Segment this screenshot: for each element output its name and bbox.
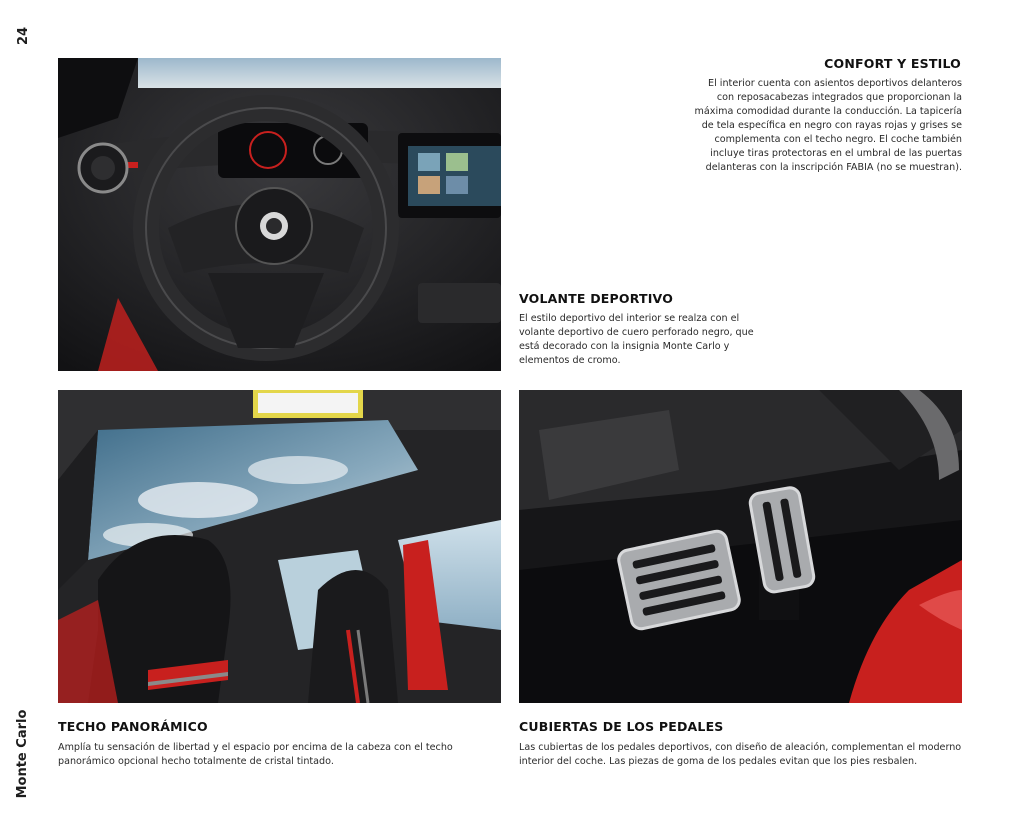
techo-description: Amplía tu sensación de libertad y el espacio por encima de la cabeza con el techo panorámico opcional hecho totalmente de cristal tintado. <box>58 742 453 767</box>
techo-title: TECHO PANORÁMICO <box>58 719 208 734</box>
steering-wheel-photo <box>58 58 501 371</box>
page-number: 24 <box>16 26 31 46</box>
pedals-photo <box>519 390 962 703</box>
pedales-title: CUBIERTAS DE LOS PEDALES <box>519 719 724 734</box>
volante-title: VOLANTE DEPORTIVO <box>519 291 674 306</box>
panoramic-roof-photo <box>58 390 501 703</box>
confort-title: CONFORT Y ESTILO <box>824 56 961 71</box>
confort-description: El interior cuenta con asientos deportivos delanteros con reposacabezas integrados que proporcionan la máxima comodidad durante la conducción. La tapicería de tela específica en negro con rayas rojas y grises se complementa con el techo negro. El coche también incluye tiras protectoras en el umbral de las puertas delanteras con la inscripción FABIA (no se muestran). <box>694 78 962 173</box>
side-label: Monte Carlo <box>15 709 30 799</box>
volante-description: El estilo deportivo del interior se realza con el volante deportivo de cuero perforado negro, que está decorado con la insignia Monte Carlo y elementos de cromo. <box>519 313 754 366</box>
pedales-description: Las cubiertas de los pedales deportivos, con diseño de aleación, complementan el moderno interior del coche. Las piezas de goma de los pedales evitan que los pies resbalen. <box>519 742 962 767</box>
